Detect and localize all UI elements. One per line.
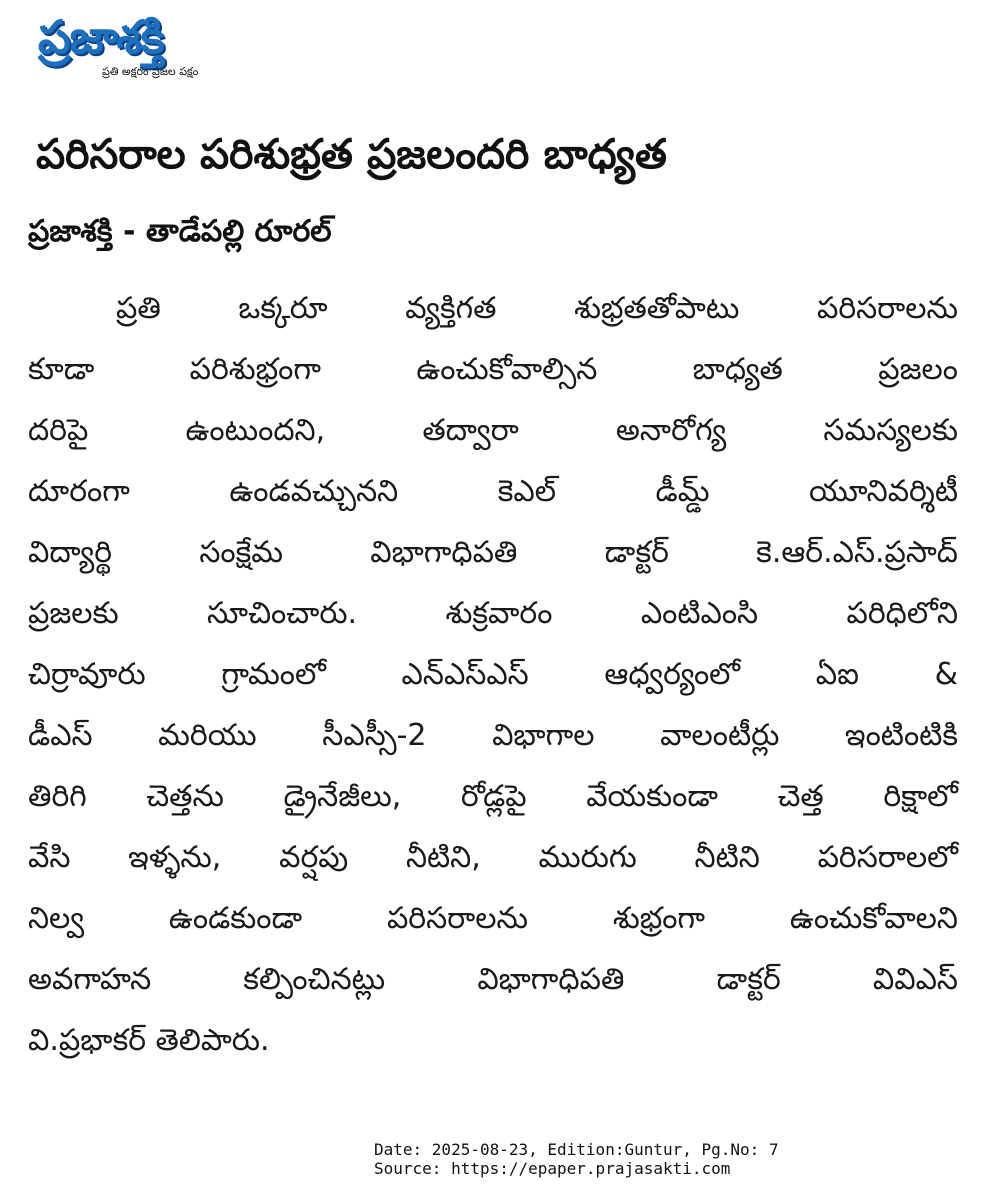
article-dateline: ప్రజాశక్తి - తాడేపల్లి రూరల్ — [28, 214, 332, 249]
body-line: చిర్రావూరు గ్రామంలో ఎన్ఎస్ఎస్ ఆధ్వర్యంలో ఏఐ & — [28, 657, 958, 692]
body-line: వేసి ఇళ్ళను, వర్షపు నీటిని, మురుగు నీటిని పరిసరాలలో — [28, 840, 958, 875]
body-line: ప్రతి ఒక్కరూ వ్యక్తిగత శుభ్రతతోపాటు పరిసరాలను — [116, 291, 958, 326]
body-line: దూరంగా ఉండవచ్చునని కెఎల్ డీమ్డ్ యూనివర్శిటీ — [28, 474, 958, 509]
source-info — [374, 1140, 779, 1178]
body-line: దరిపై ఉంటుందని, తద్వారా అనారోగ్య సమస్యలకు — [28, 413, 958, 448]
body-line: అవగాహన కల్పించినట్లు విభాగాధిపతి డాక్టర్ వివిఎస్ — [28, 962, 958, 997]
edition-date-line: Date: 2025-08-23, Edition:Guntur, Pg.No: 7 — [374, 1140, 779, 1159]
body-line: విద్యార్థి సంక్షేమ విభాగాధిపతి డాక్టర్ కె.ఆర్.ఎస్.ప్రసాద్ — [28, 535, 958, 570]
masthead-logo — [36, 6, 288, 86]
body-line: తిరిగి చెత్తను డ్రైనేజీలు, రోడ్లపై వేయకుండా చెత్త రిక్షాలో — [28, 779, 958, 814]
body-line: ప్రజలకు సూచించారు. శుక్రవారం ఎంటిఎంసి పరిధిలోని — [28, 596, 958, 631]
body-line: నిల్వ ఉండకుండా పరిసరాలను శుభ్రంగా ఉంచుకోవాలని — [28, 901, 958, 936]
body-line: డీఎస్ మరియు సీఎస్సీ-2 విభాగాల వాలంటీర్లు ఇంటింటికి — [28, 718, 958, 753]
body-line: కూడా పరిశుభ్రంగా ఉంచుకోవాల్సిన బాధ్యత ప్రజలం — [28, 352, 958, 387]
article-body — [28, 278, 958, 1071]
source-url-line: Source: https://epaper.prajasakti.com — [374, 1159, 731, 1178]
article-headline: పరిసరాల పరిశుభ్రత ప్రజలందరి బాధ్యత — [36, 130, 667, 178]
body-line: వి.ప్రభాకర్ తెలిపారు. — [28, 1023, 270, 1058]
logo-tagline: ప్రతి అక్షరం ప్రజల పక్షం — [102, 65, 199, 78]
logo-wordmark: ప్రజాశక్తి — [38, 10, 164, 64]
